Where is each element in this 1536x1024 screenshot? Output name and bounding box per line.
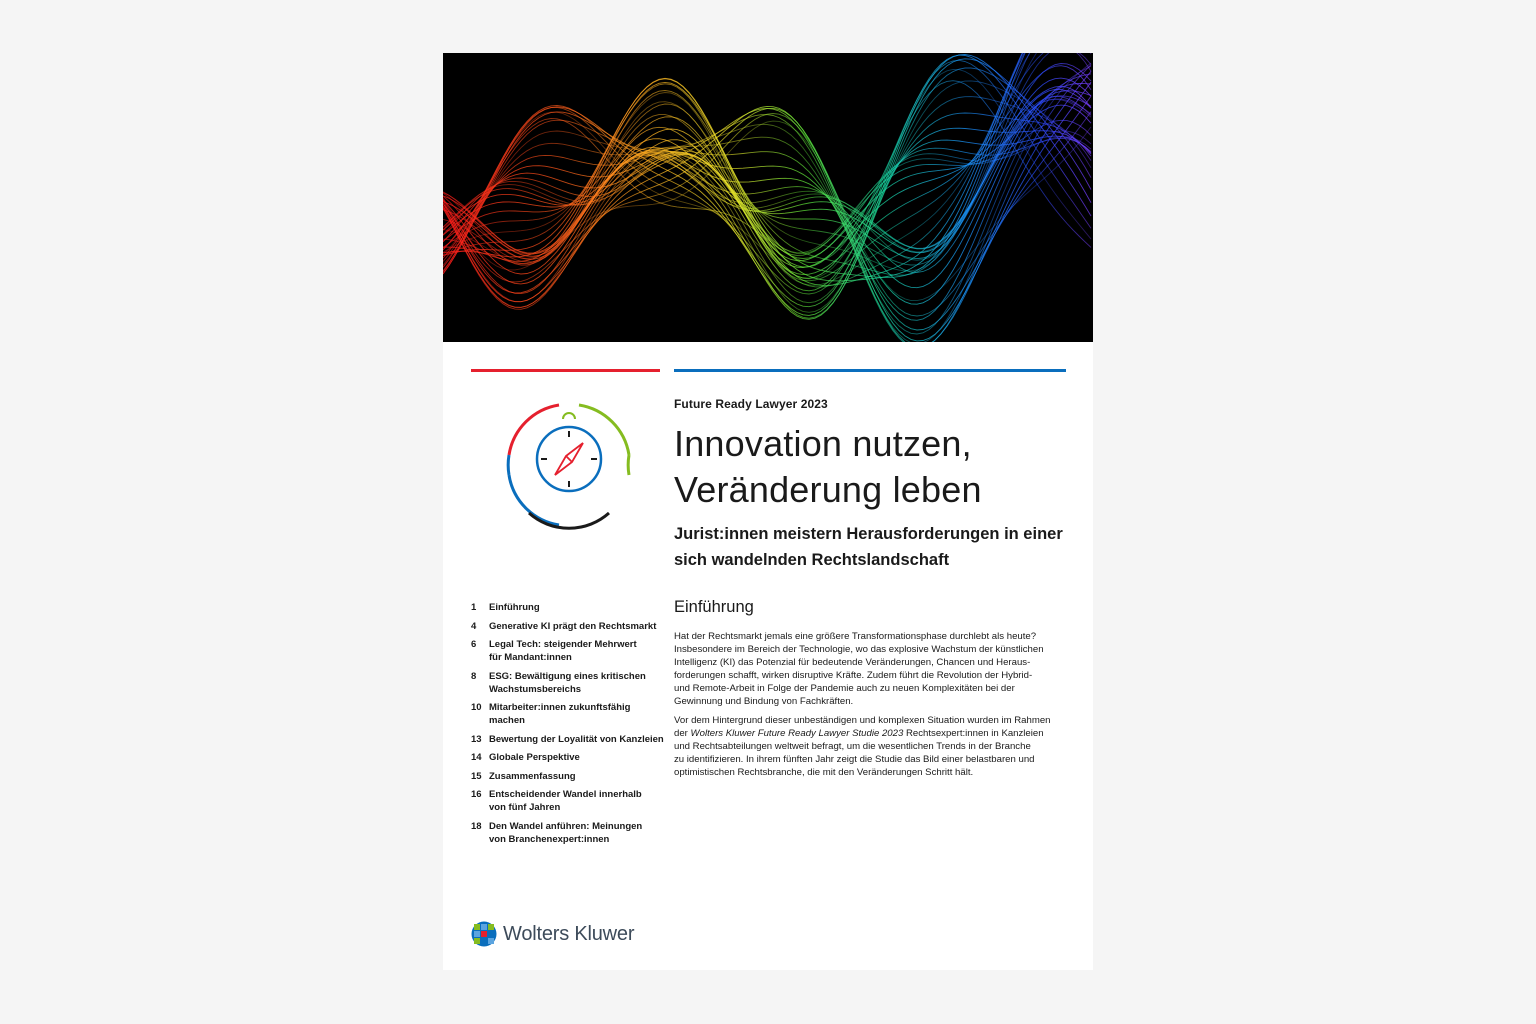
- toc-item[interactable]: [471, 751, 671, 764]
- toc-label-line: Zusammenfassung: [489, 770, 576, 782]
- toc-label: [489, 638, 671, 664]
- study-title-italic: Wolters Kluwer Future Ready Lawyer Studie 2023: [690, 728, 904, 739]
- toc-label-line: Legal Tech: steigender Mehrwert: [489, 639, 637, 650]
- page-title: [674, 421, 1074, 513]
- toc-label: [489, 788, 671, 814]
- toc-label: [489, 820, 671, 846]
- toc-label-line: für Mandant:innen: [489, 652, 572, 663]
- compass-ring-blue: [508, 455, 509, 475]
- toc-label-line: ESG: Bewältigung eines kritischen: [489, 670, 646, 682]
- toc-label-line: Mitarbeiter:innen zukunftsfähig: [489, 702, 631, 713]
- compass-ring-green-right: [628, 455, 629, 475]
- intro-heading: Einführung: [674, 598, 754, 616]
- text-fragment: der: [674, 728, 691, 739]
- toc-item[interactable]: [471, 701, 671, 727]
- compass-ring-red: [509, 405, 559, 455]
- intro-paragraph-1: [674, 630, 1066, 708]
- toc-item[interactable]: [471, 620, 671, 633]
- toc-item[interactable]: [471, 733, 671, 746]
- toc-label-line: von Branchenexpert:innen: [489, 833, 610, 845]
- logo-wordmark: Wolters Kluwer: [503, 922, 635, 945]
- toc-label: [489, 620, 671, 633]
- toc-page-number: 10: [471, 702, 482, 713]
- text-line: Gewinnung und Bindung von Fachkräften.: [674, 696, 854, 707]
- toc-page-number: 14: [471, 752, 482, 763]
- toc-item[interactable]: [471, 601, 671, 614]
- toc-label-line: Entscheidender Wandel innerhalb: [489, 789, 642, 800]
- intro-paragraph-2: [674, 714, 1066, 779]
- table-of-contents: [471, 601, 671, 851]
- title-line: Veränderung leben: [674, 469, 982, 510]
- toc-label-line: Wachstumsbereichs: [489, 683, 582, 695]
- text-line: zu identifizieren. In ihrem fünften Jahr zeigt die Studie das Bild einer belastbaren und: [674, 754, 1035, 765]
- text-line: Vor dem Hintergrund dieser unbeständigen und komplexen Situation wurden im Rahmen: [674, 715, 1051, 726]
- text-line: und Rechtsabteilungen weltweit befragt, um die wesentlichen Trends in der Branche: [674, 741, 1031, 752]
- wave-strand: [443, 55, 1091, 307]
- compass-top-loop: [563, 413, 575, 419]
- intro-body: [674, 630, 1066, 785]
- toc-label: [489, 770, 671, 783]
- toc-page-number: 16: [471, 789, 482, 800]
- toc-page-number: 8: [471, 670, 477, 682]
- toc-label-line: Einführung: [489, 602, 540, 613]
- wolters-kluwer-logo-icon: [471, 921, 497, 947]
- blue-accent-rule: [674, 369, 1066, 372]
- rainbow-wave-image: [443, 53, 1093, 342]
- toc-label-line: von fünf Jahren: [489, 802, 561, 813]
- toc-item[interactable]: [471, 788, 671, 814]
- text-line: optimistischen Rechtsbranche, die mit den Veränderungen Schritt hält.: [674, 767, 974, 778]
- report-eyebrow: Future Ready Lawyer 2023: [674, 397, 828, 411]
- toc-item[interactable]: [471, 770, 671, 783]
- toc-item[interactable]: [471, 670, 671, 696]
- toc-label: [489, 701, 671, 727]
- wave-strand: [443, 63, 1091, 342]
- toc-label-line: machen: [489, 715, 525, 726]
- wave-graphic: [443, 53, 1093, 342]
- compass-ring-green: [579, 405, 629, 455]
- compass-needle-axis: [566, 456, 572, 462]
- toc-label-line: Den Wandel anführen: Meinungen: [489, 820, 643, 832]
- toc-page-number: 18: [471, 820, 482, 832]
- toc-label-line: Generative KI prägt den Rechtsmarkt: [489, 620, 657, 632]
- toc-label: [489, 751, 671, 764]
- subtitle-line: sich wandelnden Rechtslandschaft: [674, 551, 950, 569]
- toc-page-number: 4: [471, 620, 477, 632]
- compass-icon: [501, 397, 637, 533]
- toc-label: [489, 601, 671, 614]
- toc-label-line: Globale Perspektive: [489, 752, 580, 763]
- text-line: und Remote-Arbeit in Folge der Pandemie auch zu neuen Komplexitäten bei der: [674, 683, 1015, 694]
- text-line: Intelligenz (KI) das Potenzial für bedeutende Veränderungen, Chancen und Heraus-: [674, 657, 1031, 668]
- wolters-kluwer-logo: [471, 919, 634, 949]
- compass-ring-black: [529, 513, 609, 528]
- text-fragment: Rechtsexpert:innen in Kanzleien: [903, 728, 1044, 739]
- red-accent-rule: [471, 369, 660, 372]
- toc-label: [489, 670, 671, 696]
- text-line: [674, 727, 1066, 740]
- toc-page-number: 1: [471, 602, 477, 613]
- toc-page-number: 6: [471, 639, 477, 650]
- text-line: Hat der Rechtsmarkt jemals eine größere Transformationsphase durchlebt als heute?: [674, 631, 1037, 642]
- toc-page-number: 13: [471, 733, 482, 745]
- text-line: Insbesondere im Bereich der Technologie, wo das explosive Wachstum der künstlichen: [674, 644, 1044, 655]
- toc-item[interactable]: [471, 820, 671, 846]
- toc-page-number: 15: [471, 770, 482, 782]
- toc-label-line: Bewertung der Loyalität von Kanzleien: [489, 733, 664, 745]
- page-subtitle: [674, 521, 1074, 573]
- title-line: Innovation nutzen,: [674, 423, 972, 464]
- subtitle-line: Jurist:innen meistern Herausforderungen in einer: [674, 525, 1063, 543]
- toc-item[interactable]: [471, 638, 671, 664]
- toc-label: [489, 733, 671, 746]
- report-cover-page: [443, 53, 1093, 970]
- text-line: forderungen schafft, wirken disruptive Kräfte. Zudem führt die Revolution der Hybrid-: [674, 670, 1033, 681]
